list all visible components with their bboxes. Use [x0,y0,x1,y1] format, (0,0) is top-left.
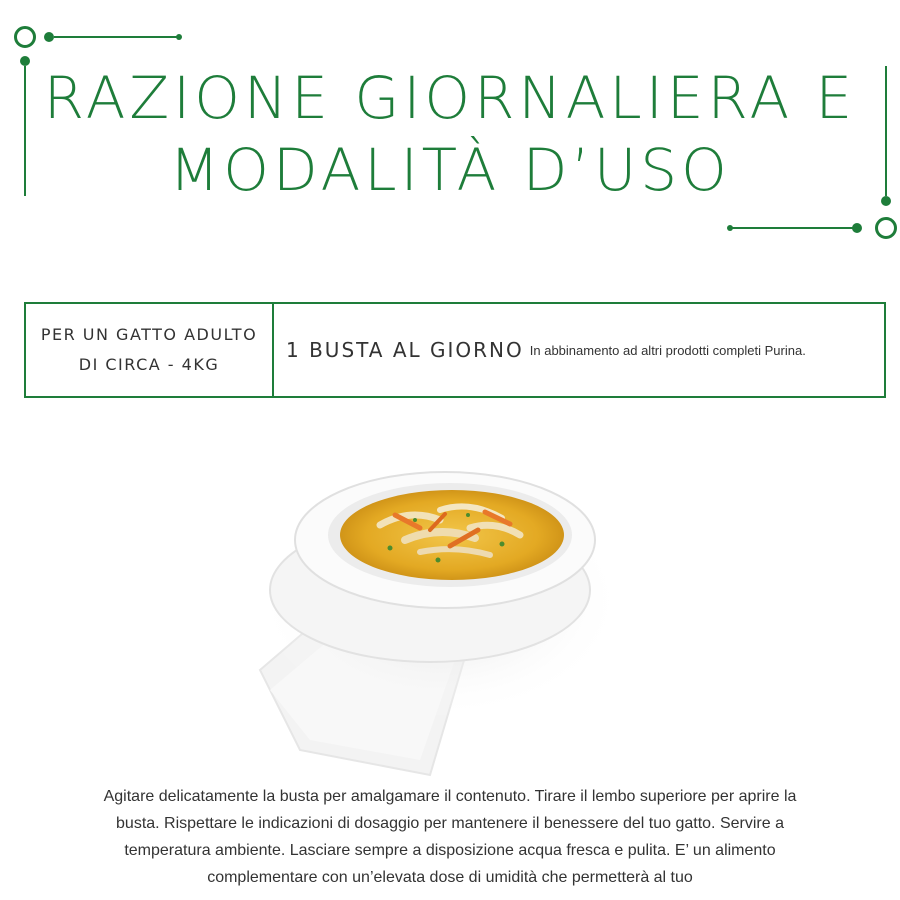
left-ornament-line [24,66,26,196]
ring-ornament-icon [14,26,36,48]
dot-ornament-icon [852,223,862,233]
soup-bowl-image [240,420,620,780]
dot-ornament-icon [44,32,54,42]
dot-ornament-icon [176,34,182,40]
dot-ornament-icon [881,196,891,206]
bottom-right-ornament-line [730,227,854,229]
dosage-note: In abbinamento ad altri prodotti completi Purina. [529,342,806,358]
right-ornament-line [885,66,887,196]
title-line-1: RAZIONE GIORNALIERA E [43,64,857,132]
dosage-cat-line-2: DI CIRCA - 4KG [78,355,220,374]
dosage-cat-cell [26,304,274,396]
dot-ornament-icon [20,56,30,66]
usage-instructions: Agitare delicatamente la busta per amalgamare il contenuto. Tirare il lembo superiore per aprire la busta. Rispettare le indicazioni di dosaggio per mantenere il benessere del tuo gatto. Servire a temperatura ambiente. Lasciare sempre a disposizione acqua fresca e pulita. E’ un alimento complementare con un’elevata dose di umidità che permetterà al tuo [103,788,797,886]
dosage-amount-cell [274,304,884,396]
dosage-cat-line-1: PER UN GATTO ADULTO [40,325,258,344]
page-title [40,62,860,206]
ring-ornament-icon [875,217,897,239]
dosage-amount: 1 BUSTA AL GIORNO [286,338,524,362]
dosage-table [24,302,886,398]
title-line-2: MODALITÀ D’USO [169,136,731,204]
top-left-ornament-line [54,36,180,38]
